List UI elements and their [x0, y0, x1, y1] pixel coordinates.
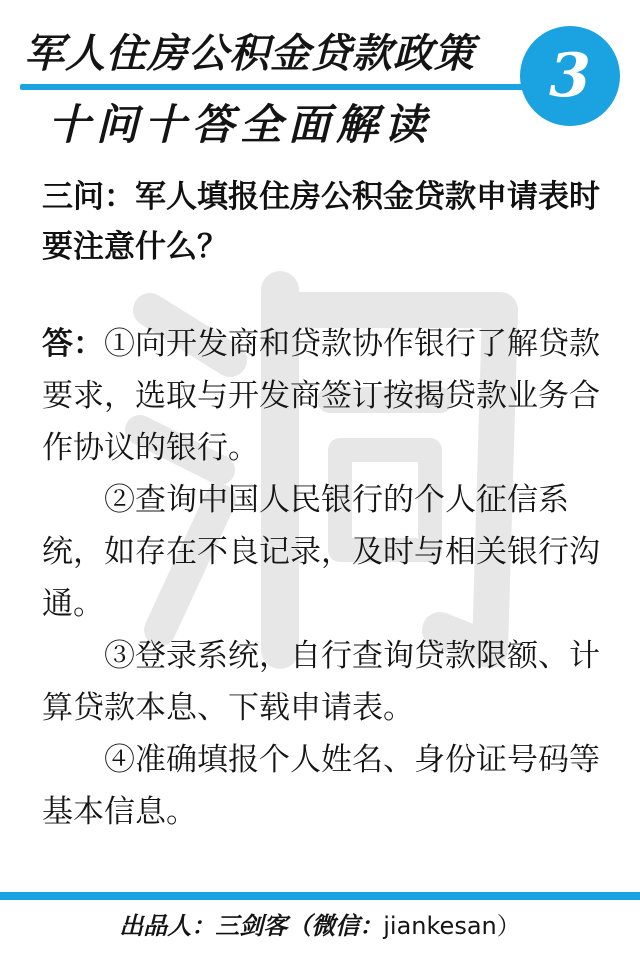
number-badge [520, 26, 620, 126]
answer-item-1-text: ①向开发商和贷款协作银行了解贷款要求，选取与开发商签订按揭贷款业务合作协议的银行。 [42, 326, 600, 466]
answer-item-1 [42, 318, 612, 474]
footer-credit [0, 906, 640, 946]
question-text: 三问：军人填报住房公积金贷款申请表时要注意什么？ [42, 179, 600, 265]
title-line-2: 十问十答全面解读 [48, 100, 433, 149]
answer-item-2: ②查询中国人民银行的个人征信系统，如存在不良记录，及时与相关银行沟通。 [42, 482, 600, 622]
badge-number: 3 [549, 41, 591, 111]
footer-divider [0, 892, 640, 900]
title-divider [20, 84, 540, 90]
answer-item-4: ④准确填报个人姓名、身份证号码等基本信息。 [42, 742, 600, 830]
footer-close-paren: ） [496, 912, 521, 940]
producer-label: 出品人：三剑客（ [119, 912, 312, 940]
answer-item-3: ③登录系统，自行查询贷款限额、计算贷款本息、下载申请表。 [42, 638, 600, 726]
wechat-id: jiankesan [383, 912, 497, 940]
wechat-label: 微信： [311, 912, 384, 940]
answer-block [42, 318, 612, 838]
title-line-1: 军人住房公积金贷款政策 [24, 31, 475, 77]
answer-lead: 答： [42, 326, 104, 362]
